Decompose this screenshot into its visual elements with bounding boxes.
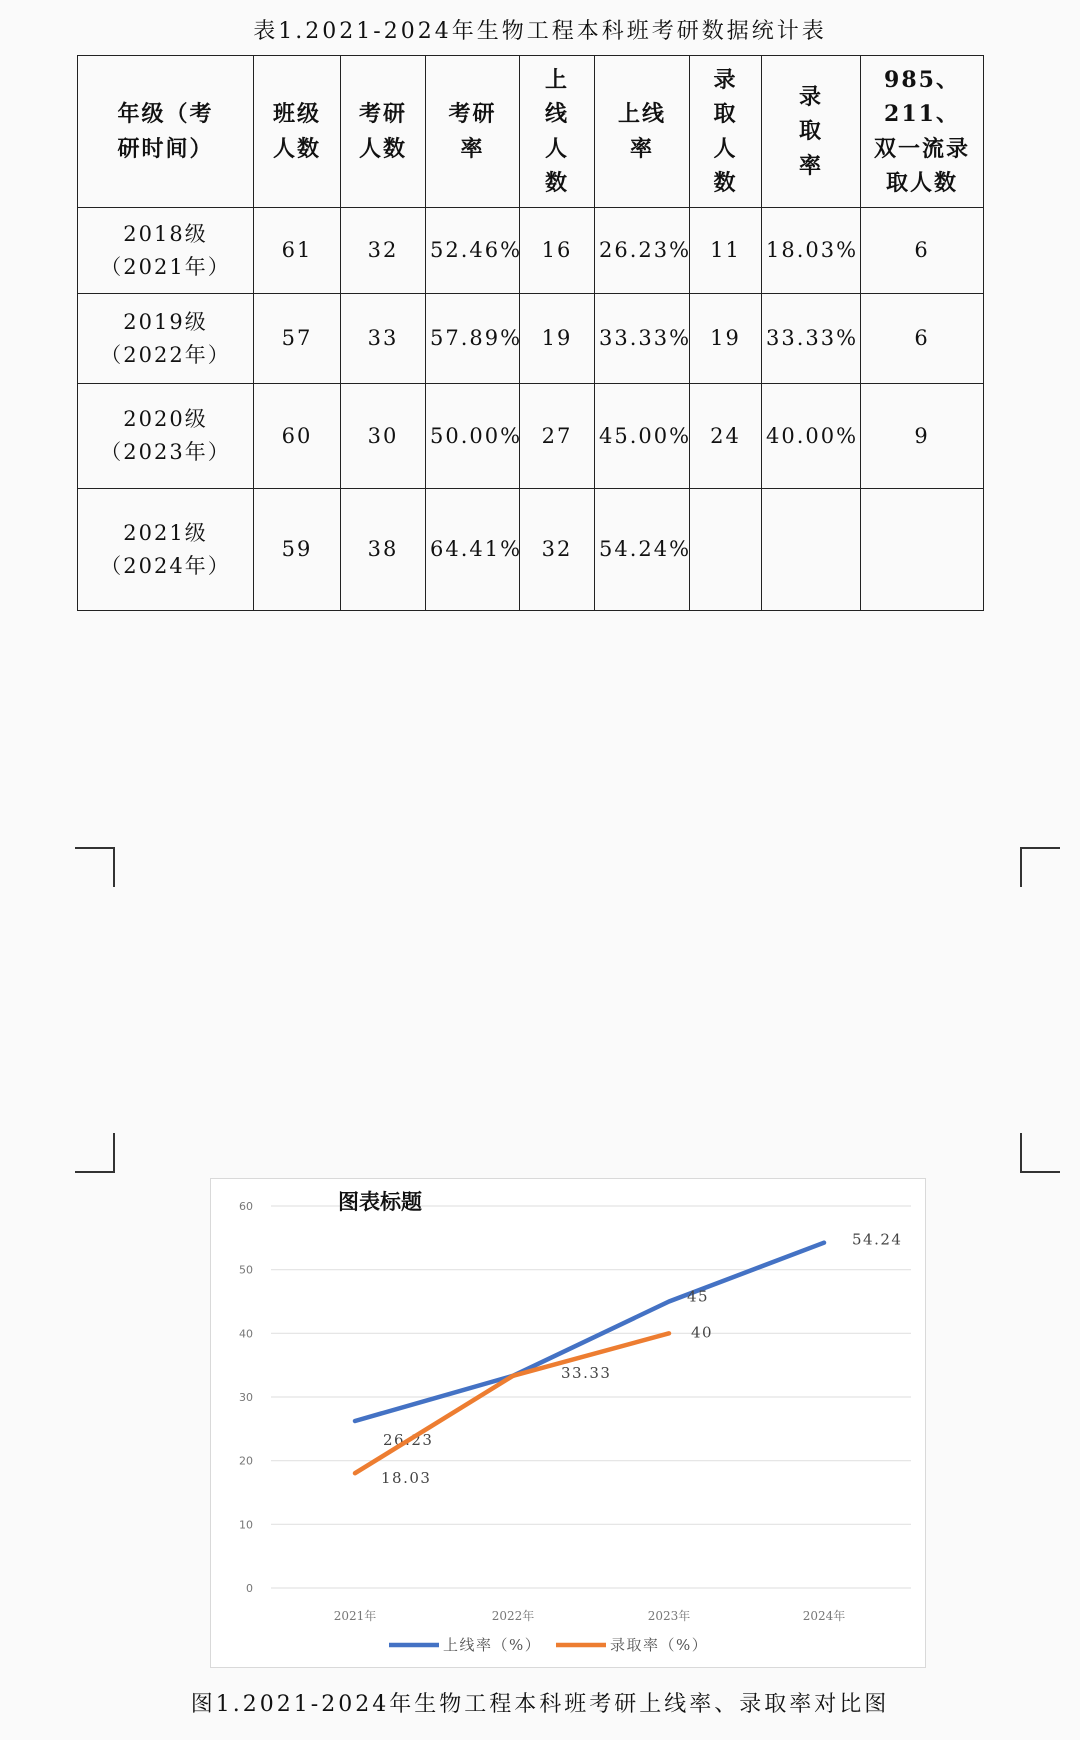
cell-exam-rate: 50.00%	[426, 384, 520, 489]
header-admit-count: 录取人数	[690, 56, 762, 208]
table-header-row	[78, 56, 984, 208]
crop-mark-top-left	[75, 847, 115, 887]
cell-exam-count: 32	[341, 208, 426, 294]
cell-class-size: 59	[254, 489, 341, 611]
data-label: 18.03	[381, 1469, 432, 1488]
cell-top-admit	[861, 489, 984, 611]
chart-canvas	[211, 1179, 925, 1667]
data-label: 54.24	[852, 1230, 903, 1249]
legend-label-1: 上线率（%）	[443, 1636, 542, 1654]
x-tick-label: 2022年	[491, 1609, 535, 1623]
cell-grade: 2021级 （2024年）	[78, 489, 254, 611]
cell-pass-count: 27	[520, 384, 595, 489]
cell-exam-count: 33	[341, 294, 426, 384]
cell-class-size: 57	[254, 294, 341, 384]
table-row	[78, 489, 984, 611]
series-line-2	[355, 1333, 669, 1473]
y-tick-label: 30	[239, 1391, 253, 1404]
y-tick-label: 0	[246, 1582, 253, 1595]
cell-admit-rate: 18.03%	[762, 208, 861, 294]
cell-class-size: 60	[254, 384, 341, 489]
y-tick-label: 60	[239, 1200, 253, 1213]
table-row	[78, 294, 984, 384]
header-pass-rate: 上线率	[595, 56, 690, 208]
cell-class-size: 61	[254, 208, 341, 294]
cell-pass-count: 16	[520, 208, 595, 294]
cell-grade: 2019级 （2022年）	[78, 294, 254, 384]
table-row	[78, 384, 984, 489]
cell-exam-count: 38	[341, 489, 426, 611]
crop-mark-bottom-right	[1020, 1133, 1060, 1173]
cell-pass-rate: 45.00%	[595, 384, 690, 489]
header-exam-rate: 考研率	[426, 56, 520, 208]
cell-admit-count: 24	[690, 384, 762, 489]
chart-title: 图表标题	[338, 1189, 422, 1214]
data-label: 33.33	[561, 1363, 612, 1382]
table-title: 表1.2021-2024年生物工程本科班考研数据统计表	[253, 19, 827, 44]
cell-pass-count: 19	[520, 294, 595, 384]
header-admit-rate: 录取率	[762, 56, 861, 208]
header-class-size: 班级人数	[254, 56, 341, 208]
crop-mark-bottom-left	[75, 1133, 115, 1173]
y-tick-label: 20	[239, 1454, 253, 1468]
cell-grade: 2018级 （2021年）	[78, 208, 254, 294]
y-tick-label: 40	[239, 1327, 253, 1341]
x-tick-label: 2024年	[802, 1609, 846, 1623]
header-top-admit: 985、211、双一流录取人数	[861, 56, 984, 208]
cell-pass-rate: 54.24%	[595, 489, 690, 611]
legend-label-2: 录取率（%）	[610, 1636, 709, 1654]
y-tick-label: 10	[239, 1518, 253, 1532]
cell-exam-rate: 57.89%	[426, 294, 520, 384]
table-row	[78, 208, 984, 294]
cell-grade: 2020级 （2023年）	[78, 384, 254, 489]
header-exam-count: 考研人数	[341, 56, 426, 208]
cell-pass-count: 32	[520, 489, 595, 611]
cell-admit-count	[690, 489, 762, 611]
figure-caption: 图1.2021-2024年生物工程本科班考研上线率、录取率对比图	[190, 1692, 890, 1717]
cell-admit-count: 19	[690, 294, 762, 384]
cell-admit-rate: 33.33%	[762, 294, 861, 384]
header-grade: 年级（考研时间）	[78, 56, 254, 208]
data-label: 26.23	[383, 1431, 434, 1450]
cell-top-admit: 6	[861, 208, 984, 294]
cell-admit-count: 11	[690, 208, 762, 294]
x-tick-label: 2021年	[333, 1609, 377, 1623]
data-label: 45	[687, 1287, 710, 1306]
cell-exam-rate: 52.46%	[426, 208, 520, 294]
y-tick-label: 50	[239, 1263, 253, 1277]
crop-mark-top-right	[1020, 847, 1060, 887]
cell-top-admit: 6	[861, 294, 984, 384]
cell-admit-rate: 40.00%	[762, 384, 861, 489]
cell-pass-rate: 26.23%	[595, 208, 690, 294]
data-label: 40	[691, 1323, 714, 1342]
cell-pass-rate: 33.33%	[595, 294, 690, 384]
cell-exam-rate: 64.41%	[426, 489, 520, 611]
cell-admit-rate	[762, 489, 861, 611]
stats-table	[77, 55, 984, 611]
line-chart	[210, 1178, 926, 1668]
cell-top-admit: 9	[861, 384, 984, 489]
x-tick-label: 2023年	[647, 1609, 691, 1623]
header-pass-count: 上线人数	[520, 56, 595, 208]
cell-exam-count: 30	[341, 384, 426, 489]
